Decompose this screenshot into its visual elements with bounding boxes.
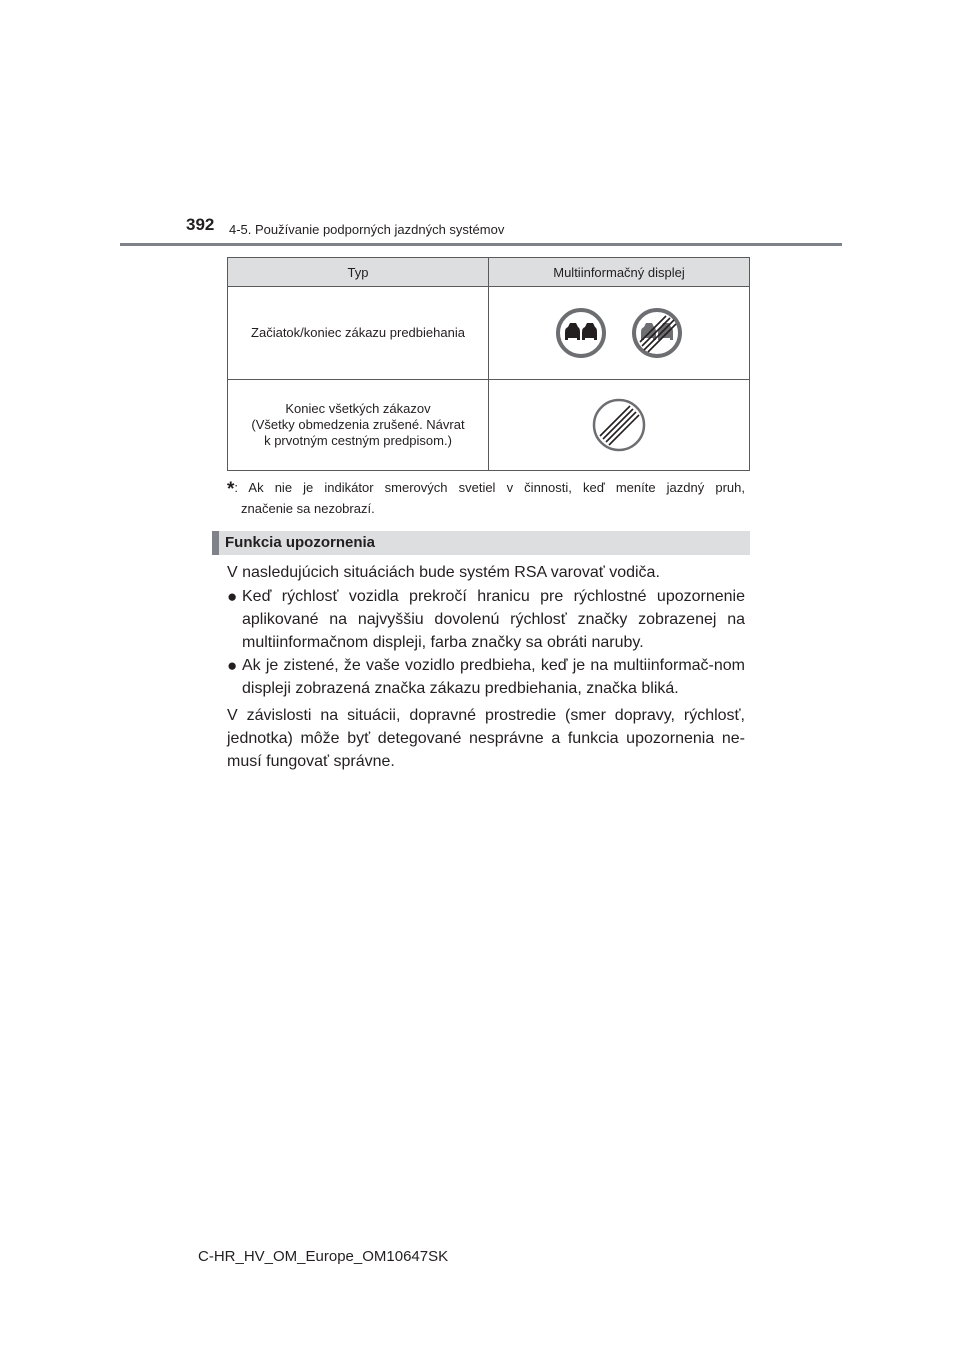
section-heading-bar xyxy=(212,531,750,555)
table-header-type: Typ xyxy=(228,258,489,287)
footnote-line: : Ak nie je indikátor smerových svetiel v činnosti, keď meníte jazdný pruh, xyxy=(234,480,745,495)
sign-type-table xyxy=(227,257,750,471)
footnote-marker: * xyxy=(227,479,235,500)
no-overtaking-sign-icon xyxy=(556,308,606,358)
list-item xyxy=(227,585,745,654)
header-rule xyxy=(120,243,842,246)
intro-text: V nasledujúcich situáciách bude systém RSA varovať vodiča. xyxy=(227,564,660,581)
type-cell xyxy=(228,380,489,471)
footnote xyxy=(227,478,745,518)
table-row xyxy=(228,380,750,471)
type-line: Koniec všetkých zákazov xyxy=(285,401,431,416)
closing-text: V závislosti na situácii, dopravné prostredie (smer dopravy, rýchlosť, jednotka) môže byť detegované nesprávne a funkcia upozornenia ne-musí fungovať správne. xyxy=(227,707,745,770)
section-heading: Funkcia upozornenia xyxy=(225,534,376,551)
bullet-icon: ● xyxy=(227,656,238,675)
type-line: k prvotným cestným predpisom.) xyxy=(264,433,452,448)
document-id: C-HR_HV_OM_Europe_OM10647SK xyxy=(198,1248,449,1265)
table-row xyxy=(228,287,750,380)
footnote-line: značenie sa nezobrazí. xyxy=(241,501,375,516)
bullet-icon: ● xyxy=(227,587,238,606)
list-item xyxy=(227,654,745,700)
display-cell xyxy=(489,380,750,471)
intro-paragraph xyxy=(227,561,745,584)
table-header-display: Multiinformačný displej xyxy=(489,258,750,287)
type-cell: Začiatok/koniec zákazu predbiehania xyxy=(228,287,489,380)
end-of-no-overtaking-sign-icon xyxy=(632,308,682,358)
display-cell xyxy=(489,287,750,380)
section-title: 4-5. Používanie podporných jazdných systémov xyxy=(229,222,505,237)
bullet-text: Keď rýchlosť vozidla prekročí hranicu pre rýchlostné upozornenie aplikované na najvyššiu dovolenú rýchlosť značky zobrazenej na multiinformačnom displeji, farba značky sa obráti naruby. xyxy=(242,588,745,651)
bullet-text: Ak je zistené, že vaše vozidlo predbieha, keď je na multiinformač-nom displeji zobrazená značka zákazu predbiehania, značka bliká. xyxy=(242,657,745,697)
end-of-all-restrictions-sign-icon xyxy=(592,398,646,452)
page-number: 392 xyxy=(186,215,215,234)
type-line: (Všetky obmedzenia zrušené. Návrat xyxy=(251,417,465,432)
closing-paragraph xyxy=(227,704,745,773)
